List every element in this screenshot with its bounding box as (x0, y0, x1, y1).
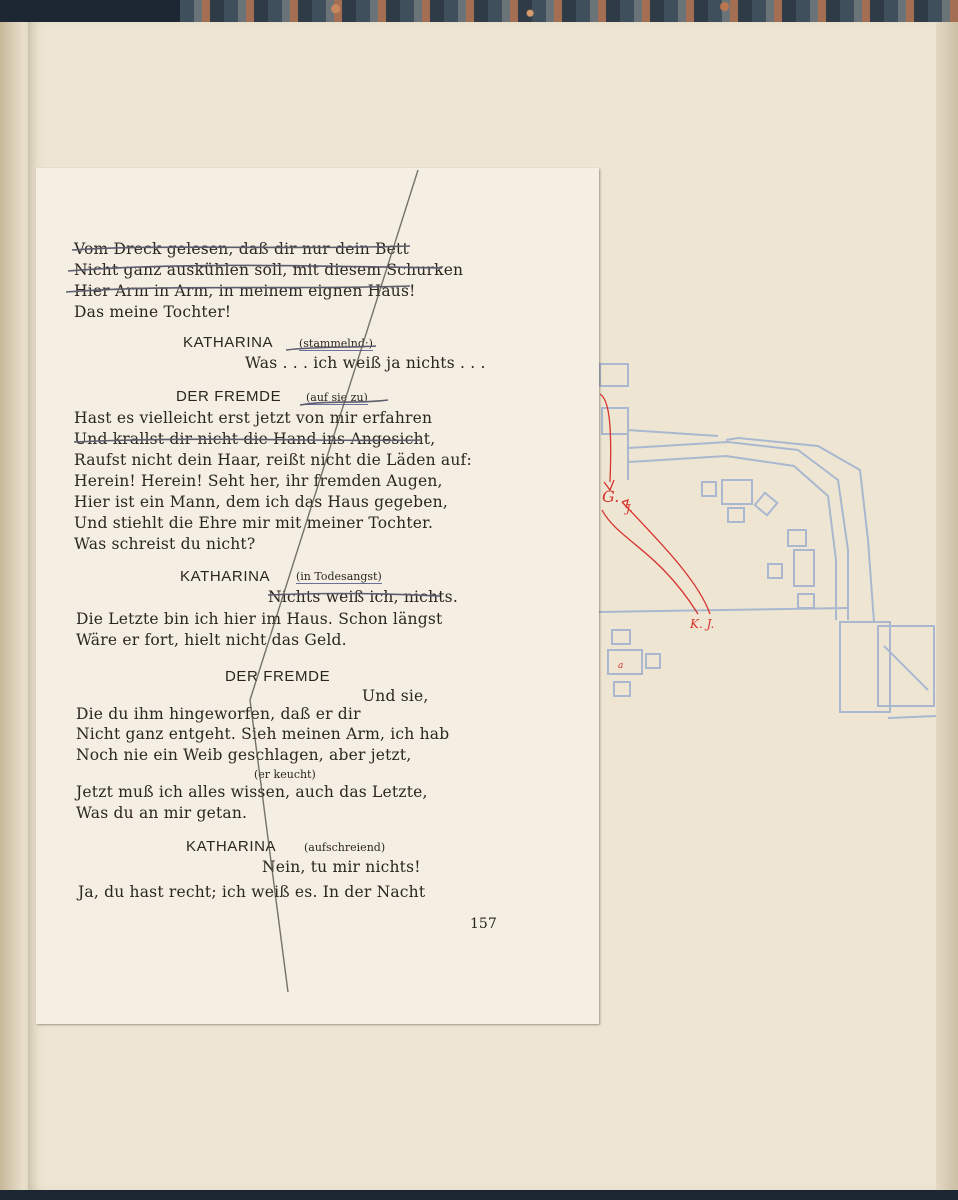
plan-mark-j: J. (626, 502, 634, 515)
plan-mark-g: G. (602, 487, 620, 506)
text-line: Nichts weiß ich, nichts. (268, 588, 458, 606)
text-line: Noch nie ein Weib geschlagen, aber jetzt, (76, 746, 412, 764)
text-line: Jetzt muß ich alles wissen, auch das Letzte, (76, 783, 428, 801)
text-line: Ja, du hast recht; ich weiß es. In der Nacht (78, 883, 426, 901)
text-line: Hier ist ein Mann, dem ich das Haus gegeben, (74, 493, 448, 511)
speaker-name: KATHARINA (183, 334, 274, 351)
stage-direction: (auf sie zu) (306, 391, 368, 404)
text-line: Hier Arm in Arm, in meinem eignen Haus! (74, 282, 416, 300)
text-line: Das meine Tochter! (74, 303, 232, 321)
red-path (622, 502, 710, 614)
stage-direction: (er keucht) (254, 768, 316, 781)
text-line: Was du an mir getan. (76, 804, 248, 822)
text-line: Die Letzte bin ich hier im Haus. Schon längst (76, 610, 443, 628)
next-page-edge (936, 22, 958, 1190)
plan-box (600, 364, 628, 386)
speaker-name: KATHARINA (180, 568, 271, 585)
text-line: Raufst nicht dein Haar, reißt nicht die Läden auf: (74, 451, 472, 469)
speaker-name: KATHARINA (186, 838, 277, 855)
stage-direction: (aufschreiend) (304, 841, 386, 854)
text-line: Hast es vielleicht erst jetzt von mir erfahren (74, 409, 433, 427)
plan-mark-a: a (618, 661, 624, 671)
pasted-book-page (36, 168, 599, 1024)
text-line: Was schreist du nicht? (74, 535, 256, 553)
text-line: Vom Dreck gelesen, daß dir nur dein Bett (74, 240, 409, 258)
text-line: Wäre er fort, hielt nicht das Geld. (76, 631, 347, 649)
text-line: Nein, tu mir nichts! (262, 858, 421, 876)
speaker-name: DER FREMDE (225, 668, 331, 685)
plan-mark-kj: K. J. (690, 617, 715, 631)
red-path (602, 510, 698, 614)
stage-plan-sketch (598, 350, 938, 730)
marbled-cover-edge (180, 0, 958, 22)
plan-box (602, 408, 628, 434)
page-number: 157 (470, 916, 497, 932)
text-line: Und sie, (362, 687, 429, 705)
text-line: Und stiehlt die Ehre mir mit meiner Tochter. (74, 514, 434, 532)
text-line: Die du ihm hingeworfen, daß er dir (76, 705, 361, 723)
text-line: Was . . . ich weiß ja nichts . . . (245, 354, 486, 372)
stage-direction: (in Todesangst) (296, 570, 382, 583)
text-line: Herein! Herein! Seht her, ihr fremden Augen, (74, 472, 443, 490)
text-line: Und krallst dir nicht die Hand ins Angesicht, (74, 430, 436, 448)
stage-direction: (stammelnd:) (299, 337, 373, 350)
speaker-name: DER FREMDE (176, 388, 282, 405)
text-line: Nicht ganz auskühlen soll, mit diesem Schurken (74, 261, 464, 279)
text-line: Nicht ganz entgeht. Sieh meinen Arm, ich hab (76, 725, 450, 743)
